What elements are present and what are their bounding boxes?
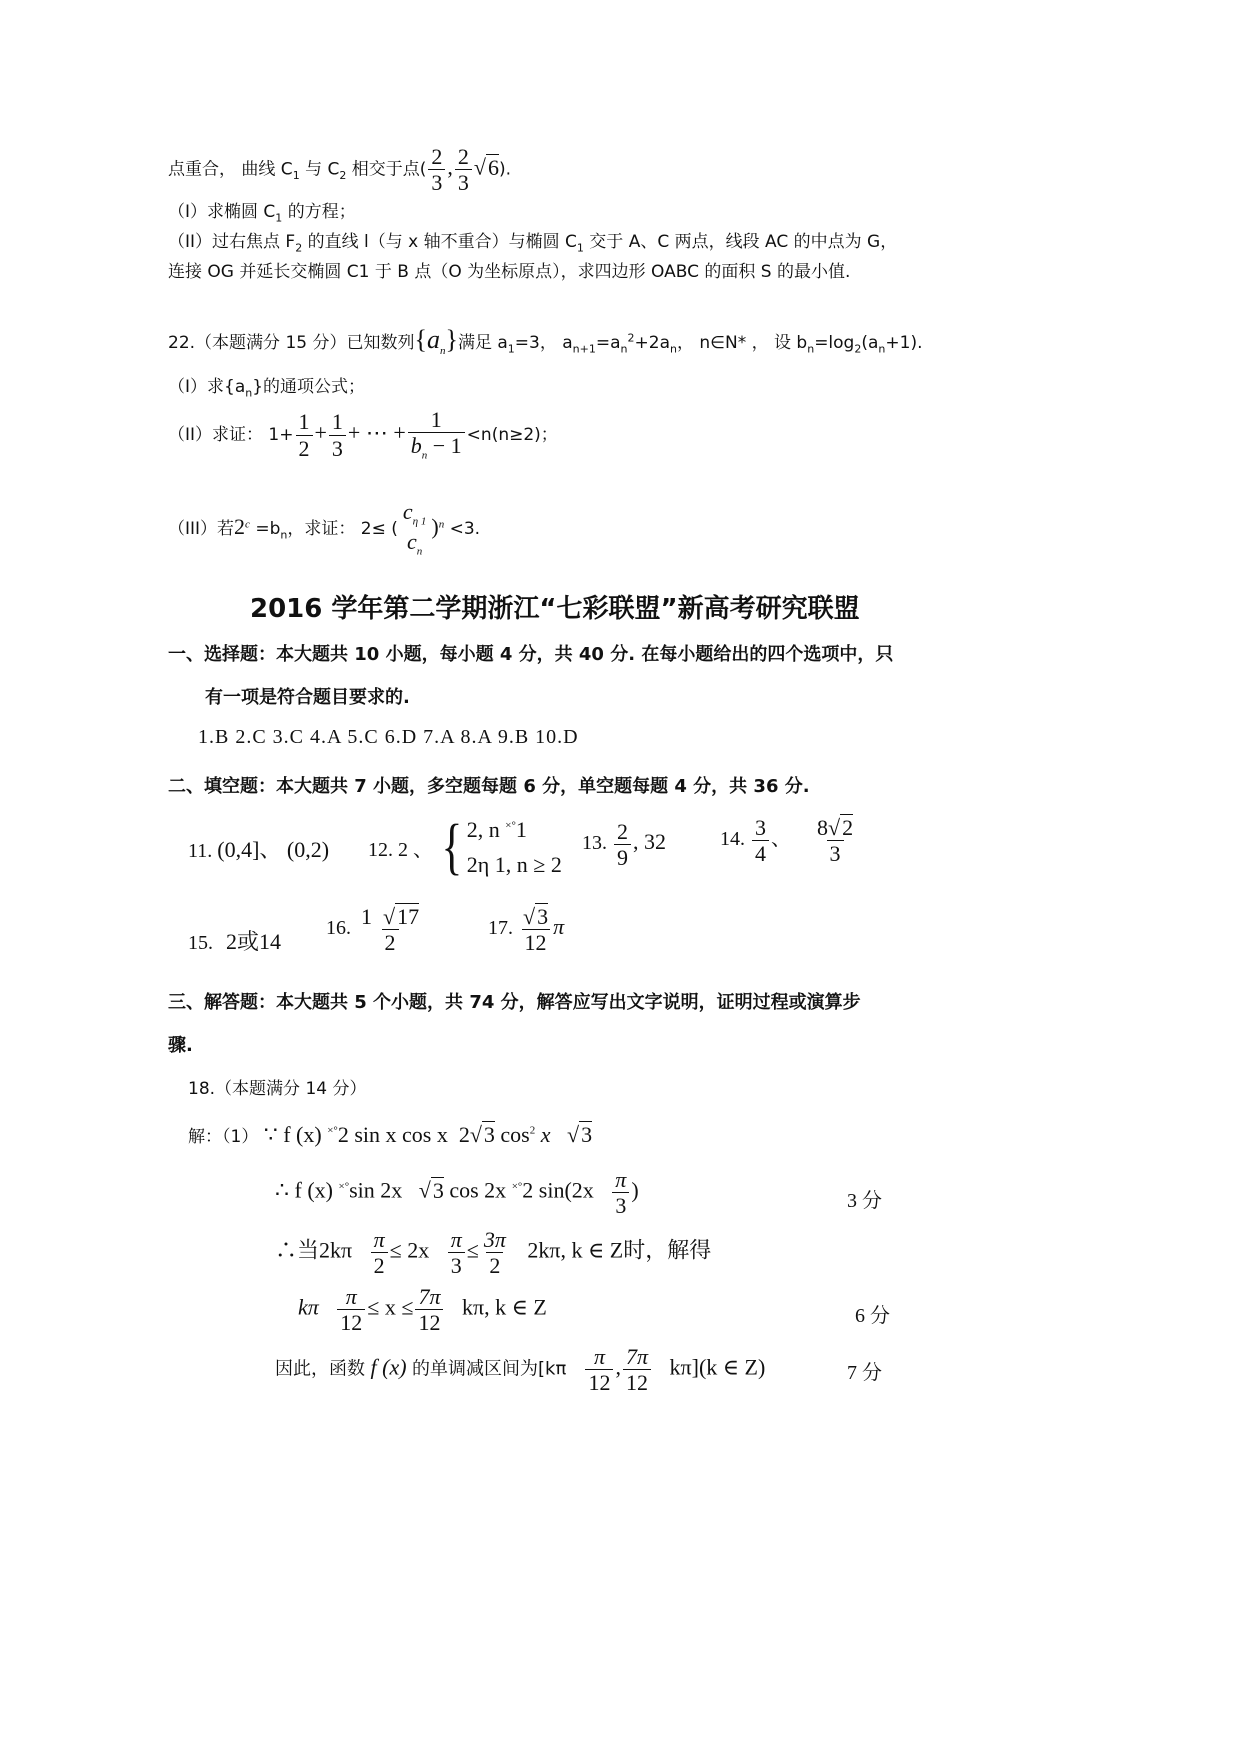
numerator: 3 [755, 815, 766, 840]
q22-part3-text: <3. [444, 518, 481, 539]
q22-part1 [168, 372, 365, 399]
q21-line1-text: 相交于点( [346, 159, 427, 180]
q18-sol-line5 [275, 1345, 765, 1394]
q22-part3-text: （III）若 [168, 518, 235, 539]
denominator: 4 [752, 840, 769, 865]
fraction [428, 145, 445, 194]
answer-value: (0,4]、 (0,2) [217, 837, 330, 862]
q22-part3-text: ，求证： 2≤ ( [287, 518, 398, 539]
radicand: 6 [488, 154, 499, 180]
numerator: 2 [457, 144, 469, 169]
expr-part: ≤ 2x [389, 1237, 446, 1263]
q22-part3-text: =b [249, 518, 281, 539]
score-7: 7 分 [847, 1362, 882, 1384]
expr-part: 的单调减区间为[kπ [412, 1358, 584, 1380]
answer-value: 2或14 [226, 929, 282, 954]
q22-head-text: 满足 a [457, 333, 508, 353]
expr-part: 2 sin x cos x [337, 1122, 448, 1147]
expr-part: ≤ [466, 1237, 479, 1263]
answer-17 [488, 905, 564, 954]
answer-15 [188, 925, 281, 956]
expr-part: ∴当2kπ [275, 1237, 369, 1263]
answer-11 [188, 833, 329, 864]
q22-head-text: =a [595, 333, 621, 353]
garbled-mark: ×° [338, 1180, 350, 1193]
denominator [404, 529, 425, 558]
q21-line1-text: 与 C [299, 159, 340, 180]
expr-part: ∵ f (x) [263, 1122, 328, 1147]
q21-part2-text: 的直线 l（与 x 轴不重合）与椭圆 C [302, 232, 577, 252]
expr-part: sin 2x [349, 1177, 419, 1203]
q22-part2 [168, 408, 558, 462]
answer-label: 12. 2 、 [368, 838, 433, 861]
math-expression: ∵ f (x) ×°2 sin x cos x 2√3 $\cos^2 x$ √3 [263, 1122, 593, 1147]
q22-head-text: =log [814, 333, 855, 353]
expr-part: kπ, k ∈ Z [445, 1294, 547, 1320]
superscript: c [245, 518, 250, 531]
answer-value: , 32 [633, 829, 666, 855]
fraction [337, 1285, 365, 1334]
sec1-line2: 有一项是符合题目要求的. [205, 687, 410, 708]
q21-part2-line2: 连接 OG 并延长交椭圆 C1 于 B 点（O 为坐标原点），求四边形 OABC 的面积 S 的最小值. [168, 262, 851, 282]
denominator: 2 [371, 1252, 388, 1277]
subscript: 1 [292, 168, 300, 182]
numerator: 2 [431, 144, 443, 169]
fraction [415, 1285, 443, 1334]
expr-part: ) [631, 1177, 639, 1203]
subscript: 2 [295, 241, 303, 255]
q22-head-text: 22.（本题满分 15 分）已知数列 [168, 333, 415, 353]
numerator [400, 500, 429, 529]
row-text: 2, n [466, 817, 506, 842]
q22-head-text: +2a [634, 333, 670, 353]
q21-line1 [168, 145, 511, 194]
answer-16 [326, 905, 424, 954]
fraction [329, 410, 346, 459]
numerator: 1 [331, 409, 343, 435]
subscript: 2 [854, 342, 862, 356]
expr-part: kπ [298, 1294, 336, 1320]
answer-14 [720, 816, 858, 865]
q22-part2-text: （II）求证： 1+ [168, 425, 294, 446]
subscript: 1 [275, 211, 283, 225]
page-title: 2016 学年第二学期浙江“七彩联盟”新高考研究联盟 [250, 594, 860, 624]
score-6: 6 分 [855, 1305, 890, 1327]
solution-label: 解：（1） [188, 1127, 259, 1147]
garbled-mark: ×° [327, 1124, 338, 1137]
denominator: 3 [827, 840, 844, 865]
superscript: 2 [529, 1124, 536, 1137]
q21-part2 [168, 227, 897, 254]
answer-label: 11. [188, 840, 213, 862]
fraction [408, 408, 465, 462]
numerator: π [450, 1227, 462, 1252]
denominator: 2 [296, 435, 313, 460]
subscript: n [280, 528, 288, 542]
radicand: 17 [397, 904, 420, 929]
garbled-mark: ×° [505, 819, 516, 832]
answer-label: 15. [188, 932, 213, 954]
q21-part1-text: （I）求椭圆 C [168, 202, 276, 222]
subscript: 1 [576, 241, 584, 255]
subscript: n [878, 342, 886, 356]
denominator: 2 [486, 1252, 503, 1277]
subscript: n+1 [572, 342, 596, 356]
q22-head-text: (a [861, 333, 879, 353]
bn-tail: − 1 [427, 433, 462, 459]
denominator: 12 [337, 1309, 365, 1334]
q18-head: 18.（本题满分 14 分） [188, 1079, 367, 1099]
fraction [400, 500, 429, 558]
garbled-mark: ×° [511, 1180, 523, 1193]
expr-part: f (x) [365, 1354, 413, 1380]
power-base: 2 [234, 513, 246, 539]
denominator: 2 [382, 929, 399, 954]
fraction [612, 1168, 629, 1217]
expr-part: kπ](k ∈ Z) [653, 1354, 766, 1380]
numerator: π [373, 1227, 385, 1252]
radicand: 3 [581, 1122, 593, 1147]
numerator: π [345, 1284, 357, 1309]
sec1-line1: 一、选择题：本大题共 10 小题，每小题 4 分，共 40 分. 在每小题给出的四个选项中，只 [168, 644, 894, 665]
radicand: 3 [537, 904, 549, 929]
expr-part: ≤ x ≤ [367, 1294, 414, 1320]
subscript: n [670, 342, 677, 356]
superscript: n [438, 518, 445, 531]
paren: ) [431, 513, 439, 539]
q22-head-text: +1). [885, 333, 923, 353]
subscript: 1 [507, 342, 515, 356]
coefficient: 8 [817, 815, 828, 840]
fraction [614, 820, 631, 869]
denominator: 3 [612, 1192, 629, 1217]
subscript: n [807, 342, 815, 356]
denominator: 3 [448, 1252, 465, 1277]
fraction [358, 905, 422, 954]
separator: 、 [771, 828, 791, 851]
fraction [752, 816, 769, 865]
choice-answers: 1.B 2.C 3.C 4.A 5.C 6.D 7.A 8.A 9.B 10.D [198, 726, 579, 748]
denominator: 3 [428, 169, 445, 194]
sec3-line2: 骤. [168, 1035, 193, 1056]
comma: , [447, 154, 453, 180]
fraction [371, 1228, 388, 1277]
c-var: c [406, 528, 417, 554]
subscript: n [416, 545, 423, 558]
q22-head-text: =3， a [514, 333, 573, 353]
subscript: n [245, 386, 253, 400]
answer-label: 17. [488, 917, 513, 940]
expr-part: x [535, 1122, 567, 1147]
sec3-line1: 三、解答题：本大题共 5 个小题，共 74 分，解答应写出文字说明，证明过程或演算步 [168, 992, 861, 1013]
radicand: 3 [483, 1122, 495, 1147]
answer-13 [582, 820, 666, 869]
row-text: 1 [515, 817, 527, 842]
numerator: 7π [418, 1284, 441, 1309]
denominator: 12 [522, 929, 550, 954]
denominator: 3 [455, 169, 472, 194]
denominator: 3 [329, 435, 346, 460]
expr-part: 因此，函数 [275, 1358, 365, 1380]
numerator-text: 1 [361, 904, 383, 929]
q22-part1-text: }的通项公式； [252, 377, 366, 397]
superscript: 2 [627, 331, 635, 345]
fraction [585, 1345, 613, 1394]
q21-line1-text: 点重合， 曲线 C [168, 159, 293, 180]
numerator: √3 [523, 904, 549, 929]
q22-part1-text: （I）求{a [168, 377, 246, 397]
seq-var: a [426, 325, 440, 354]
ellipsis-sum: + ⋯ + [347, 420, 406, 446]
q21-line1-text: ). [499, 159, 512, 180]
sec2-line1: 二、填空题：本大题共 7 小题，多空题每题 6 分，单空题每题 4 分，共 36 分. [168, 776, 810, 797]
expr-part: cos [500, 1122, 530, 1147]
numerator: 2 [617, 819, 628, 844]
denominator [408, 432, 465, 462]
denominator: 12 [415, 1309, 443, 1334]
subscript: η 1 [412, 515, 427, 528]
bn-var: b [410, 433, 422, 459]
comma: , [615, 1354, 621, 1380]
sqrt-expression: √6 [473, 154, 499, 180]
q18-sol-line1 [188, 1122, 592, 1148]
answer-12 [368, 812, 562, 882]
numerator: 1 [430, 407, 442, 432]
q22-part3 [168, 500, 480, 558]
q21-part2-text: （II）过右焦点 F [168, 232, 296, 252]
sequence-symbol: $\{a_n\}$ [414, 325, 458, 358]
expr-part: 2 [447, 1122, 470, 1147]
piecewise-row [467, 812, 562, 847]
numerator: π [593, 1344, 605, 1369]
fraction [481, 1228, 509, 1277]
pi-symbol: π [553, 914, 565, 940]
q22-head [168, 325, 923, 357]
piecewise-row: 2η 1, n ≥ 2 [466, 852, 562, 878]
q21-part2-text: 交于 A、C 两点，线段 AC 的中点为 G， [583, 232, 898, 252]
answer-label: 13. [582, 832, 607, 855]
answer-label: 16. [326, 917, 351, 940]
subscript: n [421, 449, 428, 462]
fraction [520, 905, 551, 954]
q18-sol-line4 [298, 1285, 547, 1334]
expr-part: 2 sin(2x [522, 1177, 611, 1203]
numerator: 8√2 [817, 815, 854, 840]
fraction [296, 410, 313, 459]
fraction [448, 1228, 465, 1277]
fraction [814, 816, 856, 865]
score-3: 3 分 [847, 1190, 882, 1212]
numerator: 7π [625, 1344, 649, 1369]
expr-part: 2kπ, k ∈ Z时，解得 [510, 1237, 712, 1263]
q18-sol-line3 [275, 1228, 711, 1277]
numerator: 1 √17 [361, 904, 420, 929]
subscript: 2 [339, 168, 347, 182]
fraction [623, 1345, 651, 1394]
left-brace: { [441, 813, 463, 882]
radicand: 2 [842, 815, 854, 840]
numerator: 1 [298, 409, 310, 435]
numerator: 3π [483, 1227, 506, 1252]
radicand: 3 [432, 1177, 444, 1203]
piecewise-rows [467, 812, 562, 882]
subscript: n [620, 342, 628, 356]
q18-sol-line2: ∴ f (x) ×°sin 2x √3 cos 2x ×°2 sin(2x $\frac{\pi}{3}$ ) [275, 1167, 639, 1219]
plus-sign: + [314, 420, 327, 446]
denominator: 12 [585, 1369, 613, 1394]
denominator: 9 [614, 844, 631, 869]
numerator: π [615, 1167, 627, 1192]
c-var: c [402, 499, 413, 524]
fraction [455, 145, 472, 194]
answer-label: 14. [720, 828, 745, 851]
q22-head-text: ， n∈N* ， 设 b [676, 333, 808, 353]
expr-part: ∴ f (x) [275, 1177, 339, 1203]
q21-part1 [168, 197, 356, 224]
expr-part: cos 2x [443, 1177, 512, 1203]
denominator: 12 [623, 1369, 651, 1394]
q21-part1-text: 的方程； [282, 202, 356, 222]
subscript: n [439, 345, 446, 358]
q22-part2-text: <n(n≥2)； [466, 425, 558, 446]
